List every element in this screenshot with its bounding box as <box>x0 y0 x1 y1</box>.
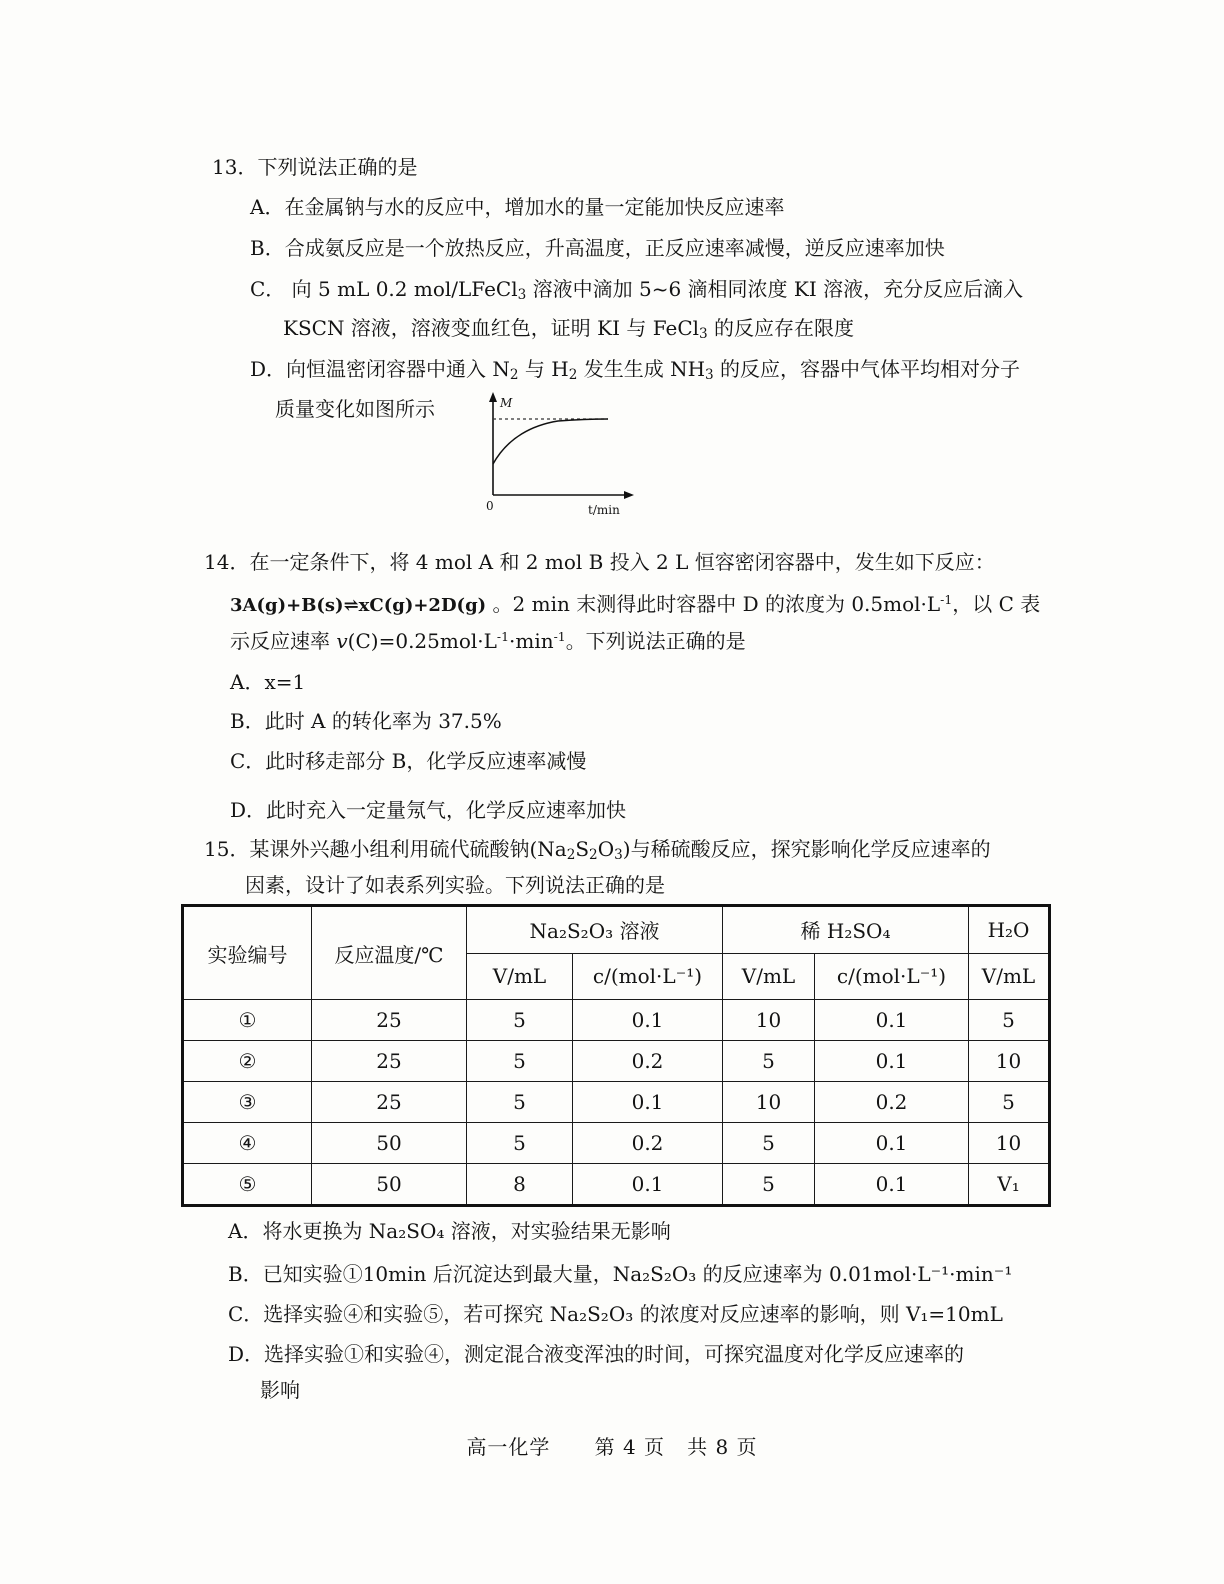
table-cell: ③ <box>183 1082 312 1123</box>
x-axis-label: t/min <box>588 503 620 517</box>
table-cell: 5 <box>969 1000 1050 1041</box>
q13-option-c-line1: C． 向 5 mL 0.2 mol/LFeCl$_3$ 溶液中滴加 5~6 滴相同浓度 KI 溶液，充分反应后滴入 <box>250 277 1024 303</box>
table-cell: 8 <box>467 1164 573 1206</box>
table-cell: ④ <box>183 1123 312 1164</box>
table-cell: 0.1 <box>815 1164 969 1206</box>
table-cell: 50 <box>312 1123 467 1164</box>
q15-option-d-line2: 影响 <box>260 1378 300 1402</box>
table-cell: 5 <box>723 1164 815 1206</box>
table-cell: 5 <box>467 1082 573 1123</box>
q15-option-a: A．将水更换为 Na₂SO₄ 溶液，对实验结果无影响 <box>228 1219 671 1243</box>
origin-label: 0 <box>486 499 494 513</box>
table-cell: 5 <box>723 1041 815 1082</box>
table-cell: 5 <box>467 1041 573 1082</box>
q13-stem: 13．下列说法正确的是 <box>212 155 418 179</box>
table-cell: 0.2 <box>573 1123 723 1164</box>
q15-option-d-line1: D．选择实验①和实验④，测定混合液变浑浊的时间，可探究温度对化学反应速率的 <box>228 1342 965 1366</box>
header-volume: V/mL <box>467 953 573 999</box>
table-cell: 10 <box>969 1041 1050 1082</box>
header-temperature: 反应温度/℃ <box>312 906 467 1000</box>
q13-option-d-line1: D．向恒温密闭容器中通入 $N_2$ 与 $H_2$ 发生生成 $NH_3$ 的反应，容器中气体平均相对分子 <box>250 357 1021 383</box>
table-cell: 5 <box>467 1000 573 1041</box>
table-row <box>183 1082 1050 1123</box>
q14-stem: 14．在一定条件下，将 4 mol A 和 2 mol B 投入 2 L 恒容密闭容器中，发生如下反应： <box>204 550 995 574</box>
table-cell: 0.2 <box>573 1041 723 1082</box>
table-cell: 0.1 <box>815 1123 969 1164</box>
table-row <box>183 1164 1050 1206</box>
q14-line2: 3A(g)+B(s)⇌xC(g)+2D(g) 。2 min 末测得此时容器中 D 的浓度为 $0.5mol\cdot L^{-1}$，以 C 表 <box>230 592 1041 616</box>
x-axis-arrow <box>624 491 634 499</box>
q14-line3: 示反应速率 $v(C)=0.25mol\cdot L^{-1}\cdot\min^{-1}$。下列说法正确的是 <box>230 629 746 653</box>
table-cell: ② <box>183 1041 312 1082</box>
q15-option-c: C．选择实验④和实验⑤，若可探究 Na₂S₂O₃ 的浓度对反应速率的影响，则 V₁=10mL <box>228 1302 1003 1326</box>
q13-option-b: B．合成氨反应是一个放热反应，升高温度，正反应速率减慢，逆反应速率加快 <box>250 236 945 260</box>
header-volume: V/mL <box>723 953 815 999</box>
table-cell: V₁ <box>969 1164 1050 1206</box>
table-cell: ① <box>183 1000 312 1041</box>
q15-stem-line1: 15．某课外兴趣小组利用硫代硫酸钠$(Na_2S_2O_3)$与稀硫酸反应，探究影响化学反应速率的 <box>204 837 991 863</box>
table-cell: 0.1 <box>573 1000 723 1041</box>
table-cell: 10 <box>969 1123 1050 1164</box>
q13-option-a: A．在金属钠与水的反应中，增加水的量一定能加快反应速率 <box>250 195 785 219</box>
q14-option-d: D．此时充入一定量氖气，化学反应速率加快 <box>230 798 627 822</box>
q14-option-c: C．此时移走部分 B，化学反应速率减慢 <box>230 749 587 773</box>
header-h2o: H₂O <box>969 906 1050 954</box>
y-axis-label: M <box>500 396 513 410</box>
table-cell: 50 <box>312 1164 467 1206</box>
table-cell: 5 <box>969 1082 1050 1123</box>
table-cell: 5 <box>723 1123 815 1164</box>
table-cell: 10 <box>723 1000 815 1041</box>
q15-option-b: B．已知实验①10min 后沉淀达到最大量，Na₂S₂O₃ 的反应速率为 0.01mol·L⁻¹·min⁻¹ <box>228 1262 1013 1286</box>
header-experiment-number: 实验编号 <box>183 906 312 1000</box>
experiment-table <box>181 904 1051 1207</box>
table-row <box>183 1000 1050 1041</box>
header-h2so4: 稀 H₂SO₄ <box>723 906 969 954</box>
q13-option-d-line2: 质量变化如图所示 <box>275 397 435 421</box>
y-axis-arrow <box>489 392 497 402</box>
q13-option-c-line2: KSCN 溶液，溶液变血红色，证明 KI 与 FeCl$_3$ 的反应存在限度 <box>283 316 855 342</box>
table-cell: 25 <box>312 1041 467 1082</box>
header-na2s2o3: Na₂S₂O₃ 溶液 <box>467 906 723 954</box>
header-concentration: c/(mol·L⁻¹) <box>573 953 723 999</box>
table-cell: 25 <box>312 1082 467 1123</box>
header-volume: V/mL <box>969 953 1050 999</box>
page-footer: 高一化学 第 4 页 共 8 页 <box>466 1435 758 1459</box>
table-row <box>183 1123 1050 1164</box>
reaction-equation: 3A(g)+B(s)⇌xC(g)+2D(g) <box>230 595 487 616</box>
table-cell: 10 <box>723 1082 815 1123</box>
q15-stem-line2: 因素，设计了如表系列实验。下列说法正确的是 <box>245 873 665 897</box>
table-cell: 0.1 <box>815 1041 969 1082</box>
table-cell: 5 <box>467 1123 573 1164</box>
q14-option-a: A．x=1 <box>230 670 306 694</box>
table-row <box>183 1041 1050 1082</box>
table-cell: 0.2 <box>815 1082 969 1123</box>
table-cell: ⑤ <box>183 1164 312 1206</box>
q14-option-b: B．此时 A 的转化率为 37.5% <box>230 709 502 733</box>
table-cell: 0.1 <box>815 1000 969 1041</box>
molar-mass-graph <box>478 392 638 520</box>
table-cell: 0.1 <box>573 1082 723 1123</box>
header-concentration: c/(mol·L⁻¹) <box>815 953 969 999</box>
table-cell: 0.1 <box>573 1164 723 1206</box>
table-cell: 25 <box>312 1000 467 1041</box>
m-curve <box>493 419 608 464</box>
